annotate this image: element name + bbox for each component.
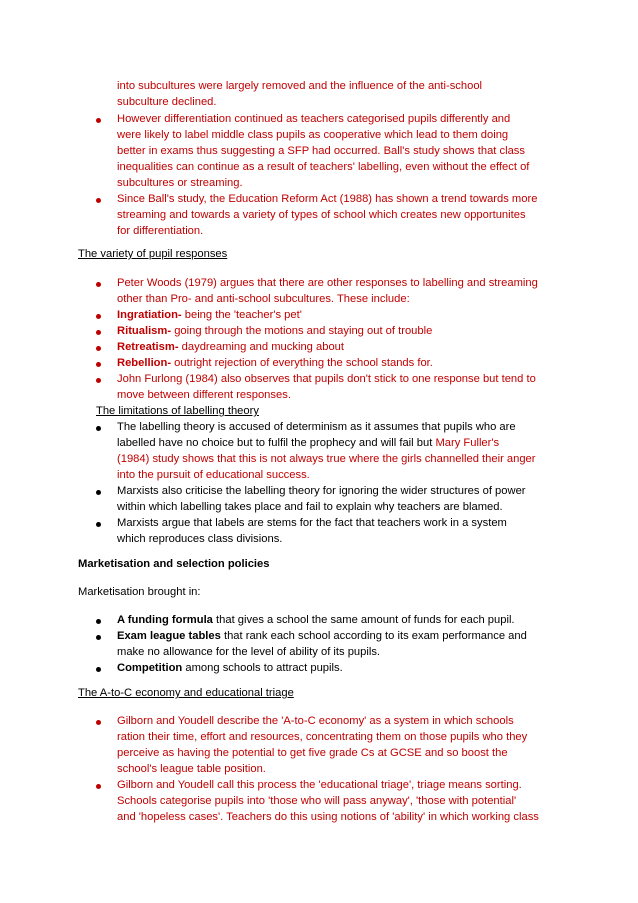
limit-b2-line-1: Marxists also criticise the labelling theory for ignoring the wider structures of power bbox=[117, 485, 526, 497]
market-item-competition: Competition among schools to attract pupils. bbox=[117, 662, 343, 674]
response-ingratiation: Ingratiation- being the 'teacher's pet' bbox=[117, 309, 302, 321]
bullet-icon bbox=[96, 362, 101, 367]
bullet-icon bbox=[96, 346, 101, 351]
triage-b2-line-1: Gilborn and Youdell call this process the 'educational triage', triage means sorting. bbox=[117, 779, 522, 791]
bullet-icon bbox=[96, 522, 101, 527]
ball-b1-line-3: better in exams thus suggesting a SFP had occurred. Ball's study shows that class bbox=[117, 145, 525, 157]
ball-b1-line-4: inequalities can continue as a result of teachers' labelling, even without the effect of bbox=[117, 161, 530, 173]
bullet-icon bbox=[96, 378, 101, 383]
furlong-line-2: move between different responses. bbox=[117, 389, 291, 401]
bullet-icon bbox=[96, 784, 101, 789]
ball-cont-line-1: into subcultures were largely removed and the influence of the anti-school bbox=[117, 80, 483, 92]
bullet-icon bbox=[96, 118, 101, 123]
bullet-icon bbox=[96, 490, 101, 495]
bullet-icon bbox=[96, 426, 101, 431]
bullet-icon bbox=[96, 667, 101, 672]
market-item-funding: A funding formula that gives a school the same amount of funds for each pupil. bbox=[117, 614, 515, 626]
response-ritualism: Ritualism- going through the motions and staying out of trouble bbox=[117, 325, 433, 337]
limit-b1-line-1: The labelling theory is accused of determinism as it assumes that pupils who are bbox=[117, 421, 516, 433]
triage-b1-line-1: Gilborn and Youdell describe the 'A-to-C economy' as a system in which schools bbox=[117, 715, 514, 727]
bullet-icon bbox=[96, 635, 101, 640]
variety-heading: The variety of pupil responses bbox=[78, 248, 228, 260]
market-heading: Marketisation and selection policies bbox=[78, 558, 270, 570]
furlong-line-1: John Furlong (1984) also observes that pupils don't stick to one response but tend to bbox=[117, 373, 536, 385]
market-intro: Marketisation brought in: bbox=[78, 586, 201, 598]
response-rebellion: Rebellion- outright rejection of everything the school stands for. bbox=[117, 357, 433, 369]
limit-b2-line-2: within which labelling takes place and fail to explain why teachers are blamed. bbox=[117, 501, 503, 513]
bullet-icon bbox=[96, 330, 101, 335]
triage-b2-line-3: and 'hopeless cases'. Teachers do this using notions of 'ability' in which working class bbox=[117, 811, 539, 823]
limit-b1-line-4: into the pursuit of educational success. bbox=[117, 469, 310, 481]
limit-b3-line-1: Marxists argue that labels are stems for the fact that teachers work in a system bbox=[117, 517, 507, 529]
ball-b1-line-1: However differentiation continued as teachers categorised pupils differently and bbox=[117, 113, 511, 125]
ball-cont-line-2: subculture declined. bbox=[117, 96, 217, 108]
market-item-league: Exam league tables that rank each school according to its exam performance and bbox=[117, 630, 527, 642]
woods-line-2: other than Pro- and anti-school subcultures. These include: bbox=[117, 293, 410, 305]
bullet-icon bbox=[96, 198, 101, 203]
triage-b1-line-4: school's league table position. bbox=[117, 763, 266, 775]
ball-b1-line-2: were likely to label middle class pupils as cooperative which lead to them doing bbox=[117, 129, 509, 141]
ball-b2-line-3: for differentiation. bbox=[117, 225, 204, 237]
response-retreatism: Retreatism- daydreaming and mucking about bbox=[117, 341, 344, 353]
triage-heading: The A-to-C economy and educational triage bbox=[78, 687, 294, 699]
triage-b2-line-2: Schools categorise pupils into 'those who will pass anyway', 'those with potential' bbox=[117, 795, 517, 807]
bullet-icon bbox=[96, 282, 101, 287]
ball-b1-line-5: subcultures or streaming. bbox=[117, 177, 243, 189]
bullet-icon bbox=[96, 619, 101, 624]
limit-b1-line-2: labelled have no choice but to fulfil the prophecy and will fail but Mary Fuller's bbox=[117, 437, 500, 449]
triage-b1-line-2: ration their time, effort and resources, concentrating them on those pupils who they bbox=[117, 731, 528, 743]
limit-b3-line-2: which reproduces class divisions. bbox=[117, 533, 283, 545]
ball-b2-line-1: Since Ball's study, the Education Reform Act (1988) has shown a trend towards more bbox=[117, 193, 538, 205]
market-item-league-l2: make no allowance for the level of ability of its pupils. bbox=[117, 646, 381, 658]
woods-line-1: Peter Woods (1979) argues that there are other responses to labelling and streaming bbox=[117, 277, 538, 289]
ball-b2-line-2: streaming and towards a variety of types of school which creates new opportunites bbox=[117, 209, 526, 221]
triage-b1-line-3: perceive as having the potential to get five grade Cs at GCSE and so boost the bbox=[117, 747, 508, 759]
limitations-heading: The limitations of labelling theory bbox=[96, 405, 259, 417]
limit-b1-line-3: (1984) study shows that this is not always true where the girls channelled their anger bbox=[117, 453, 536, 465]
bullet-icon bbox=[96, 314, 101, 319]
bullet-icon bbox=[96, 720, 101, 725]
